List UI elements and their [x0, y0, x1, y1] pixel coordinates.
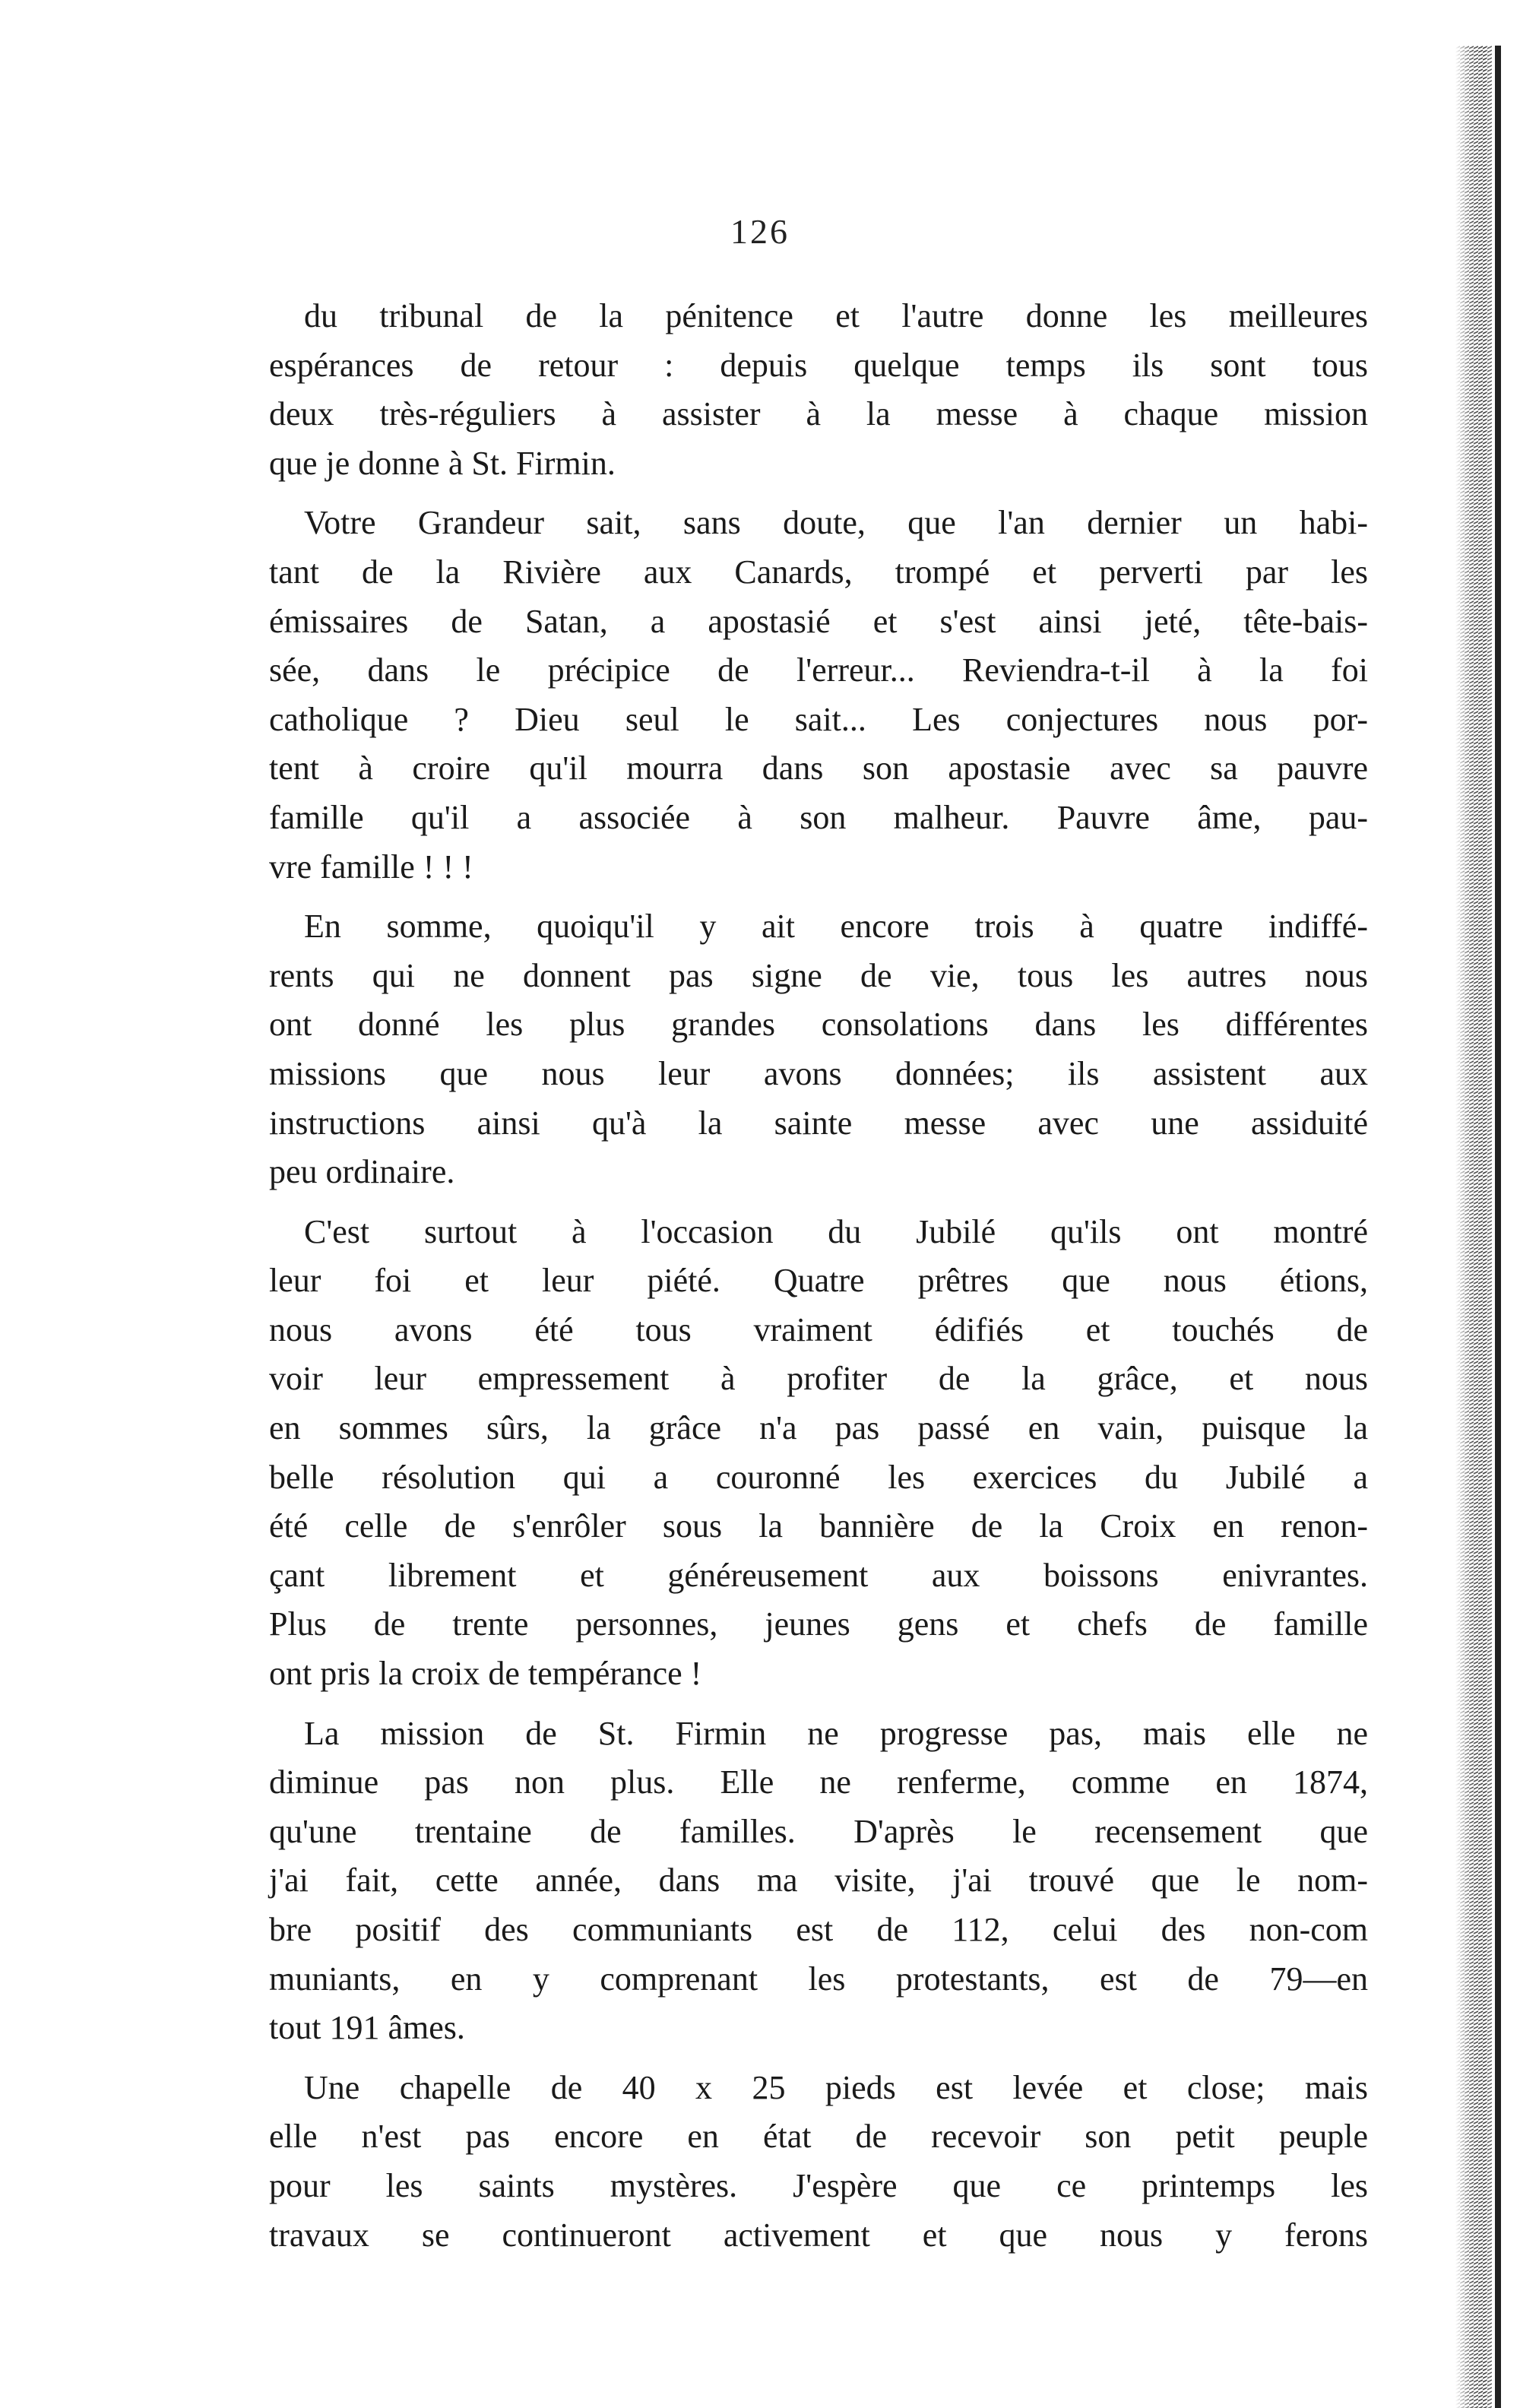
text-line: instructions ainsi qu'à la sainte messe avec une assiduité	[269, 1104, 1368, 1142]
text-line: en sommes sûrs, la grâce n'a pas passé en vain, puisque la	[269, 1409, 1368, 1447]
text-line: émissaires de Satan, a apostasié et s'est ainsi jeté, tête-bais-	[269, 602, 1368, 640]
text-line: Plus de trente personnes, jeunes gens et chefs de famille	[269, 1605, 1368, 1643]
text-line: tant de la Rivière aux Canards, trompé et perverti par les	[269, 553, 1368, 591]
text-line: C'est surtout à l'occasion du Jubilé qu'ils ont montré	[304, 1212, 1368, 1250]
text-line: du tribunal de la pénitence et l'autre donne les meilleures	[304, 297, 1368, 334]
text-line: tout 191 âmes.	[269, 2009, 465, 2047]
text-line: rents qui ne donnent pas signe de vie, tous les autres nous	[269, 956, 1368, 994]
text-line: missions que nous leur avons données; ils assistent aux	[269, 1054, 1368, 1092]
text-line: voir leur empressement à profiter de la grâce, et nous	[269, 1360, 1368, 1398]
text-line: En somme, quoiqu'il y ait encore trois à quatre indiffé-	[304, 908, 1368, 946]
text-line: peu ordinaire.	[269, 1153, 455, 1191]
text-line: nous avons été tous vraiment édifiés et touchés de	[269, 1310, 1368, 1348]
body-text	[269, 292, 1368, 2260]
text-line: j'ai fait, cette année, dans ma visite, j'ai trouvé que le nom-	[269, 1861, 1368, 1899]
text-line: famille qu'il a associée à son malheur. Pauvre âme, pau-	[269, 798, 1368, 836]
text-line: tent à croire qu'il mourra dans son apostasie avec sa pauvre	[269, 749, 1368, 787]
text-line: deux très-réguliers à assister à la messe à chaque mission	[269, 395, 1368, 433]
text-line: catholique ? Dieu seul le sait... Les conjectures nous por-	[269, 700, 1368, 738]
text-line: vre famille ! ! !	[269, 848, 473, 886]
text-line: leur foi et leur piété. Quatre prêtres que nous étions,	[269, 1262, 1368, 1300]
text-line: travaux se continueront activement et que nous y ferons	[269, 2216, 1368, 2254]
text-line: qu'une trentaine de familles. D'après le recensement que	[269, 1812, 1368, 1850]
text-line: sée, dans le précipice de l'erreur... Reviendra-t-il à la foi	[269, 651, 1368, 689]
text-line: diminue pas non plus. Elle ne renferme, comme en 1874,	[269, 1763, 1368, 1801]
text-line: ont donné les plus grandes consolations dans les différentes	[269, 1006, 1368, 1044]
text-line: été celle de s'enrôler sous la bannière de la Croix en renon-	[269, 1507, 1368, 1545]
text-line: çant librement et généreusement aux boissons enivrantes.	[269, 1556, 1368, 1594]
text-line: espérances de retour : depuis quelque temps ils sont tous	[269, 346, 1368, 384]
text-line: que je donne à St. Firmin.	[269, 444, 616, 482]
page-edge-scan-artifact	[1410, 46, 1520, 2408]
text-line: Votre Grandeur sait, sans doute, que l'an dernier un habi-	[304, 504, 1368, 542]
text-line: muniants, en y comprenant les protestants, est de 79—en	[269, 1960, 1368, 1998]
text-line: elle n'est pas encore en état de recevoir son petit peuple	[269, 2118, 1368, 2156]
text-line: Une chapelle de 40 x 25 pieds est levée et close; mais	[304, 2068, 1368, 2106]
text-line: La mission de St. Firmin ne progresse pas, mais elle ne	[304, 1714, 1368, 1752]
text-line: ont pris la croix de tempérance !	[269, 1655, 702, 1693]
text-line: belle résolution qui a couronné les exercices du Jubilé a	[269, 1458, 1368, 1496]
text-line: pour les saints mystères. J'espère que ce printemps les	[269, 2166, 1368, 2204]
text-line: bre positif des communiants est de 112, celui des non-com	[269, 1911, 1368, 1948]
page-number: 126	[730, 212, 790, 251]
